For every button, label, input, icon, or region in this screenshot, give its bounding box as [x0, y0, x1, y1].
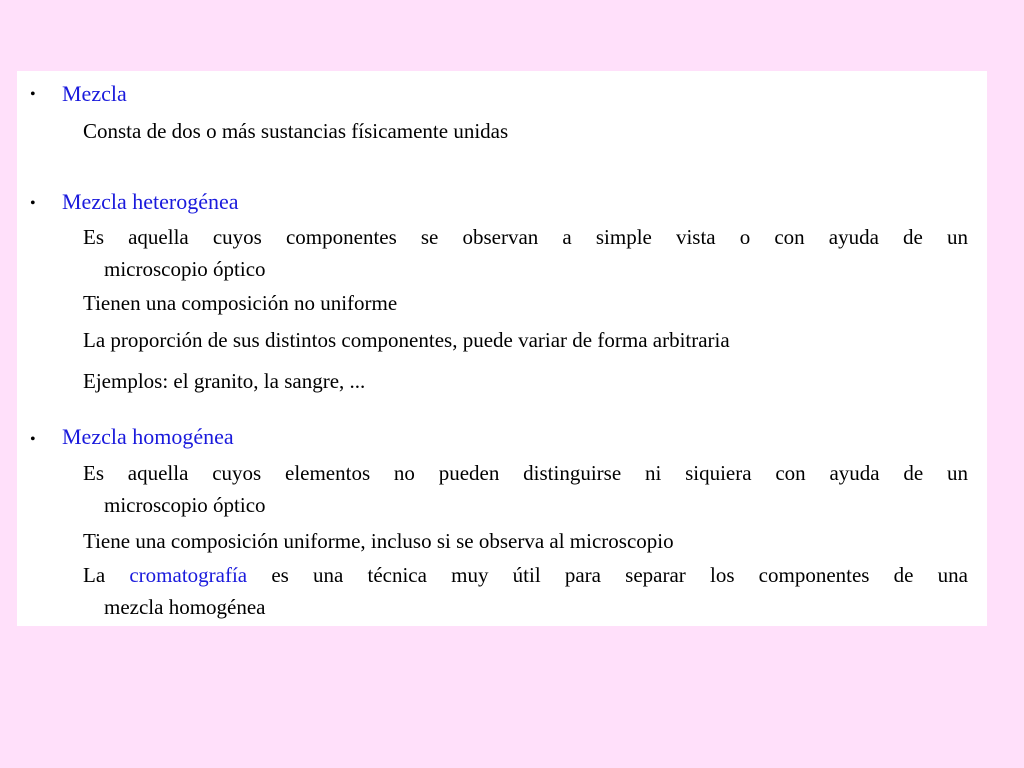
heading-mezcla-heterogenea: Mezcla heterogénea: [62, 189, 239, 214]
property-uniform: Tiene una composición uniforme, incluso si se observa al microscopio: [83, 529, 674, 553]
heading-mezcla: Mezcla: [62, 81, 127, 106]
chromatography-suffix: es una técnica muy útil para separar los componentes de una: [271, 563, 968, 587]
property-non-uniform: Tienen una composición no uniforme: [83, 291, 398, 315]
content-panel: [17, 71, 987, 626]
examples-heterogenea: Ejemplos: el granito, la sangre, ...: [83, 369, 366, 393]
property-proportion: La proporción de sus distintos componentes, puede variar de forma arbitraria: [83, 328, 730, 352]
chromatography-line: [83, 565, 968, 586]
definition-heterogenea: Es aquella cuyos componentes se observan a simple vista o con ayuda de un: [83, 225, 968, 249]
definition-homogenea-continuation: microscopio óptico: [104, 493, 266, 517]
definition-mezcla: Consta de dos o más sustancias físicamente unidas: [83, 119, 509, 143]
chromatography-term: cromatografía: [129, 563, 248, 587]
definition-homogenea: Es aquella cuyos elementos no pueden distinguirse ni siquiera con ayuda de un: [83, 461, 968, 485]
chromatography-continuation: mezcla homogénea: [104, 595, 266, 619]
heading-mezcla-homogenea: Mezcla homogénea: [62, 424, 234, 449]
chromatography-prefix: La: [83, 563, 106, 587]
bullet-homogenea: •: [30, 431, 36, 448]
bullet-heterogenea: •: [30, 195, 36, 212]
bullet-mezcla: •: [30, 86, 36, 103]
definition-heterogenea-continuation: microscopio óptico: [104, 257, 266, 281]
